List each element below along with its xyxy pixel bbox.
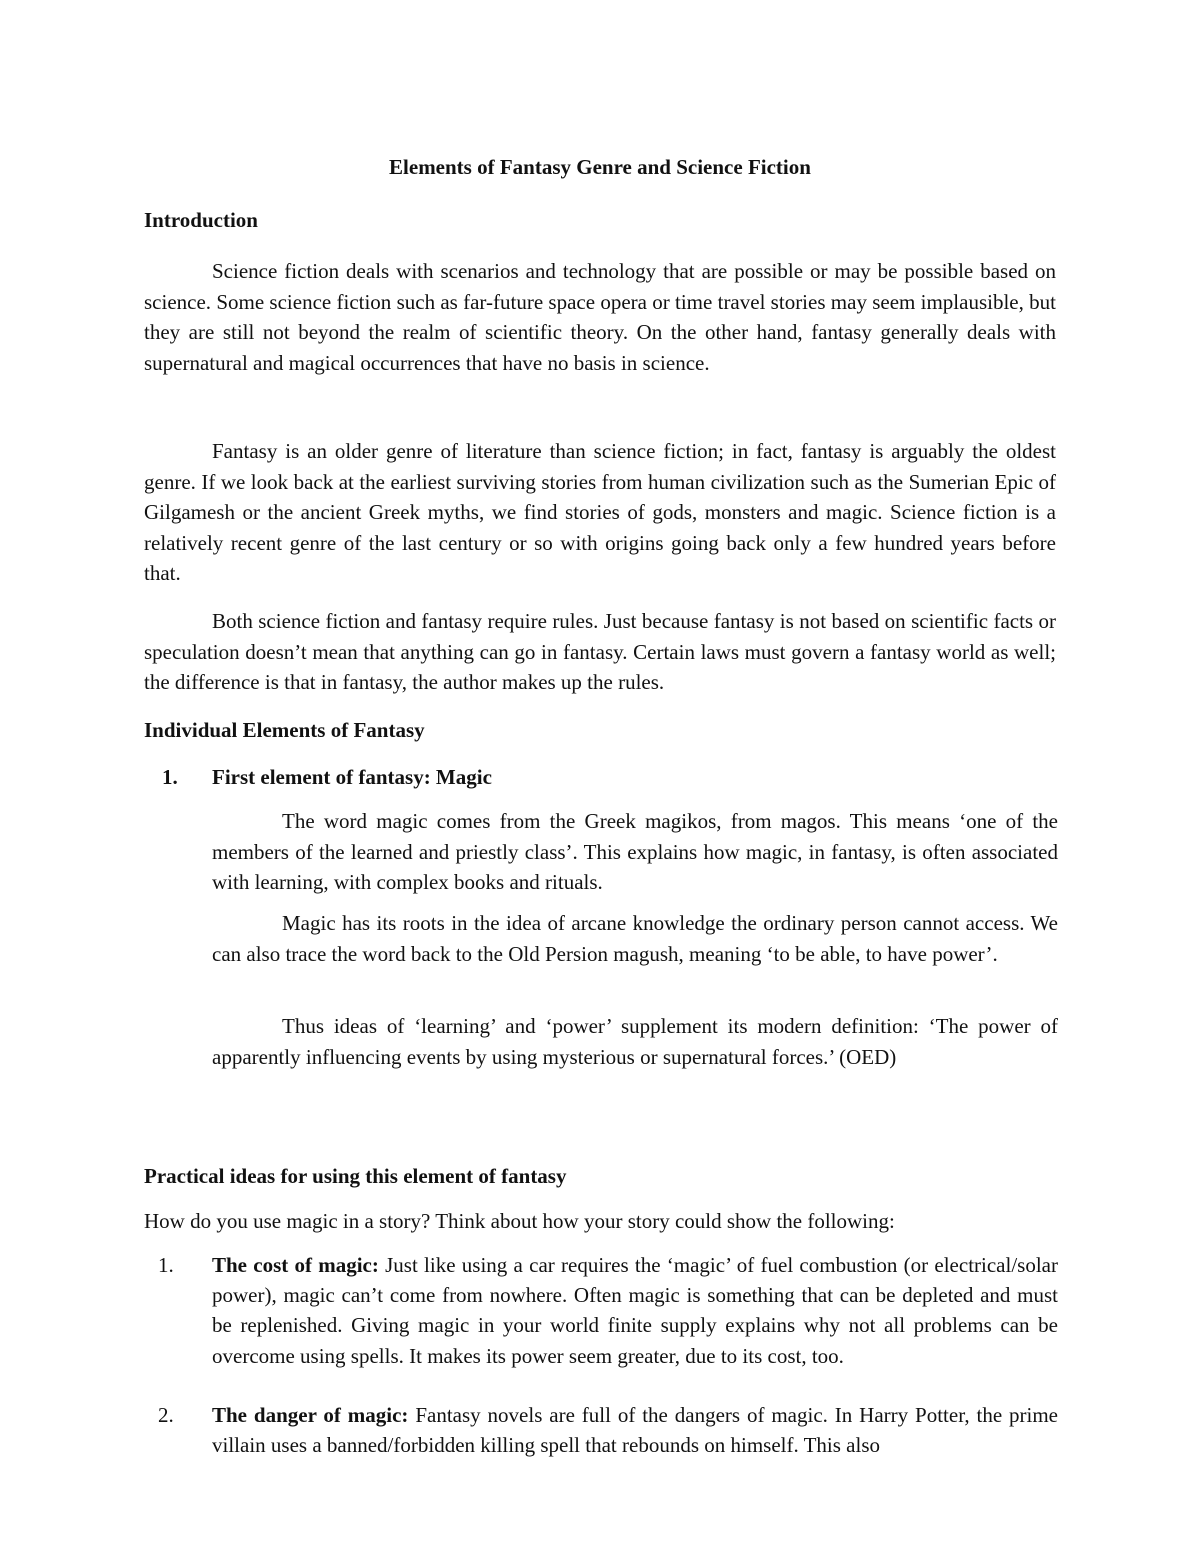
element-1-number: 1. bbox=[162, 765, 178, 789]
intro-paragraph-2: Fantasy is an older genre of literature than science fiction; in fact, fantasy is arguably the oldest genre. If we look back at the earliest surviving stories from human civilization such as the Sumerian Epic of Gilgamesh or the ancient Greek myths, we find stories of gods, monsters and magic. Science fiction is a relatively recent genre of the last century or so with origins going back only a few hundred years before that. bbox=[144, 439, 1056, 586]
list-item-1-body bbox=[212, 1250, 1058, 1371]
elements-heading: Individual Elements of Fantasy bbox=[144, 718, 425, 742]
magic-paragraph-1: The word magic comes from the Greek magikos, from magos. This means ‘one of the members of the learned and priestly class’. This explains how magic, in fantasy, is often associated with learning, with complex books and rituals. bbox=[212, 809, 1058, 895]
list-item-2-text: Fantasy novels are full of the dangers of magic. In Harry Potter, the prime villain uses a banned/forbidden killing spell that rebounds on himself. This also bbox=[212, 1403, 1059, 1458]
practical-list-item-2 bbox=[158, 1400, 1058, 1460]
intro-paragraph-3: Both science fiction and fantasy require rules. Just because fantasy is not based on scientific facts or speculation doesn’t mean that anything can go in fantasy. Certain laws must govern a fantasy world as well; the difference is that in fantasy, the author makes up the rules. bbox=[144, 609, 1056, 695]
magic-paragraph-3: Thus ideas of ‘learning’ and ‘power’ supplement its modern definition: ‘The power of apparently influencing events by using mysterious or supernatural forces.’ (OED) bbox=[212, 1014, 1058, 1069]
intro-heading: Introduction bbox=[144, 208, 258, 232]
list-item-1-number: 1. bbox=[158, 1253, 174, 1277]
practical-list-item-1 bbox=[158, 1250, 1058, 1371]
list-item-2-number: 2. bbox=[158, 1403, 174, 1427]
element-1-heading bbox=[162, 762, 492, 792]
list-item-1-lead: The cost of magic: bbox=[212, 1253, 379, 1277]
list-item-2-lead: The danger of magic: bbox=[212, 1403, 409, 1427]
element-1-title: First element of fantasy: Magic bbox=[212, 765, 492, 789]
intro-paragraph-1: Science fiction deals with scenarios and technology that are possible or may be possible based on science. Some science fiction such as far-future space opera or time travel stories may seem implausible, but they are still not beyond the realm of scientific theory. On the other hand, fantasy generally deals with supernatural and magical occurrences that have no basis in science. bbox=[144, 259, 1056, 375]
magic-paragraph-2: Magic has its roots in the idea of arcane knowledge the ordinary person cannot access. We can also trace the word back to the Old Persion magush, meaning ‘to be able, to have power’. bbox=[212, 911, 1058, 966]
document-title: Elements of Fantasy Genre and Science Fiction bbox=[389, 155, 811, 179]
list-item-2-body bbox=[212, 1400, 1058, 1460]
list-item-1-text: Just like using a car requires the ‘magic’ of fuel combustion (or electrical/solar power), magic can’t come from nowhere. Often magic is something that can be depleted and must be replenished. Giving magic in your world finite supply explains why not all problems can be overcome using spells. It makes its power seem greater, due to its cost, too. bbox=[212, 1253, 1058, 1368]
practical-intro: How do you use magic in a story? Think about how your story could show the following: bbox=[144, 1209, 895, 1233]
practical-heading: Practical ideas for using this element of fantasy bbox=[144, 1164, 567, 1188]
